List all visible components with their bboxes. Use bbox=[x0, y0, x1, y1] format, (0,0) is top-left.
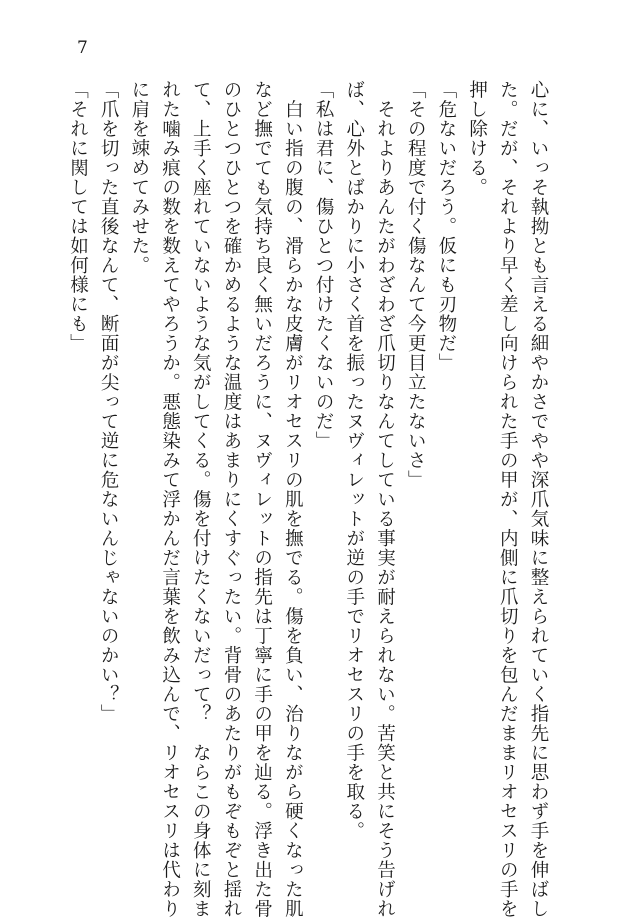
text-line: ば、心外とばかりに小さく首を振ったヌヴィレットが逆の手でリオセスリの手を取る。 bbox=[343, 80, 365, 841]
text-line: 「その程度で付く傷なんて今更目立たないさ」 bbox=[405, 80, 427, 490]
text-line: それよりあんたがわざわざ爪切りなんてしている事実が耐えられない。苦笑と共にそう告げれ bbox=[374, 80, 396, 919]
text-line: 白い指の腹の、滑らかな皮膚がリオセスリの肌を撫でる。傷を負い、治りながら硬くなった肌 bbox=[282, 80, 304, 919]
page-number: 7 bbox=[77, 38, 88, 58]
text-line: た。だが、それより早く差し向けられた手の甲が、内側に爪切りを包んだままリオセスリの手を bbox=[497, 80, 519, 919]
text-line: 「それに関しては如何様にも」 bbox=[67, 80, 89, 353]
text-line: など撫でても気持ち良く無いだろうに、ヌヴィレットの指先は丁寧に手の甲を辿る。浮き出た骨 bbox=[251, 80, 273, 919]
text-line: 「爪を切った直後なんて、断面が尖って逆に危ないんじゃないのかい？」 bbox=[98, 80, 120, 724]
text-line: れた噛み痕の数を数えてやろうか。悪態染みて浮かんだ言葉を飲み込んで、リオセスリは代わり bbox=[159, 80, 181, 919]
text-line: に肩を竦めてみせた。 bbox=[128, 80, 150, 275]
text-line: 「危ないだろう。仮にも刃物だ」 bbox=[435, 80, 457, 373]
text-line: 心に、いっそ執拗とも言える細やかさでやや深爪気味に整えられていく指先に思わず手を伸ばし bbox=[528, 80, 549, 919]
text-line: 「私は君に、傷ひとつ付けたくないのだ」 bbox=[313, 80, 335, 451]
text-line: のひとつひとつを確かめるような温度はあまりにくすぐったい。背骨のあたりがもぞもぞと揺れ bbox=[220, 80, 242, 919]
vertical-text-body bbox=[62, 80, 553, 919]
text-line: て、上手く座れていないような気がしてくる。傷を付けたくないだって？ ならこの身体に刻ま bbox=[190, 80, 212, 919]
text-line: 押し除ける。 bbox=[466, 80, 488, 197]
